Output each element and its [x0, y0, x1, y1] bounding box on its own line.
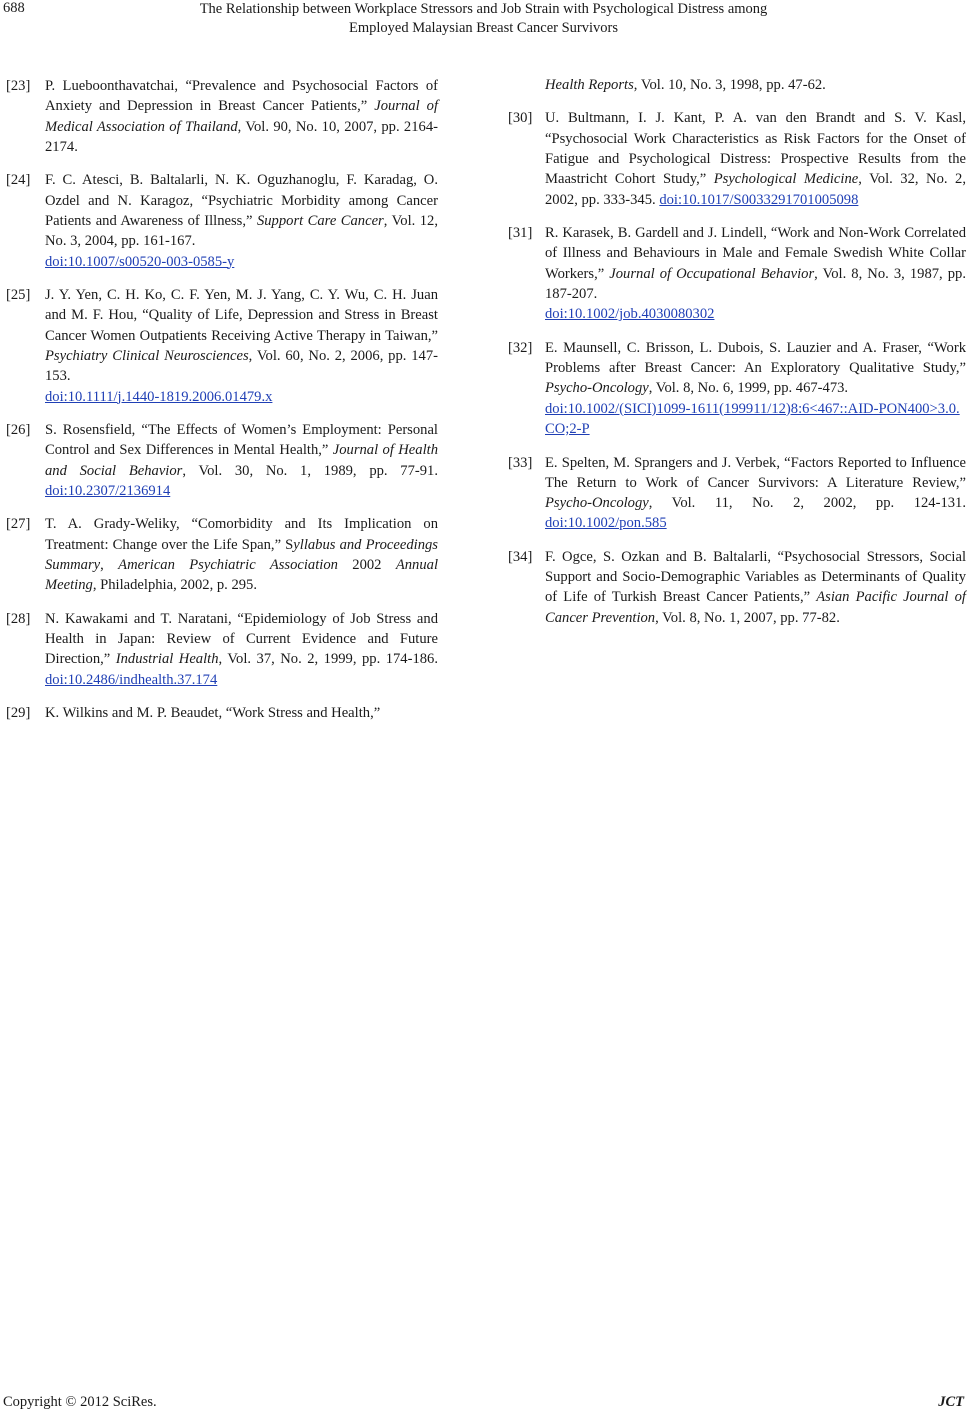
reference-29-continued [508, 75, 966, 95]
reference-number: [26] [6, 422, 31, 439]
copyright-notice: Copyright © 2012 SciRes. [3, 1394, 157, 1410]
association-name: American Psychiatric Association [118, 556, 338, 573]
running-title-line-1: The Relationship between Workplace Stressors and Job Strain with Psychological Distress among [199, 1, 768, 17]
reference-details: , Vol. 30, No. 1, 1989, pp. 77-91. [182, 462, 438, 479]
meeting-name: Annual Meeting [45, 556, 439, 594]
reference-26 [6, 420, 438, 501]
reference-details: , Vol. 37, No. 2, 1999, pp. 174-186. [218, 651, 438, 668]
reference-number: [34] [508, 548, 533, 565]
journal-title: Health Reports [545, 77, 634, 93]
journal-title: Journal of Medical Association of Thailand [45, 98, 438, 135]
reference-23 [6, 76, 438, 157]
reference-details: , Vol. 60, No. 2, 2006, pp. 147-153. [45, 347, 438, 385]
reference-31 [508, 223, 966, 324]
reference-27 [6, 514, 438, 595]
doi-link[interactable]: doi:10.1111/j.1440-1819.2006.01479.x [45, 388, 273, 405]
reference-text: E. Maunsell, C. Brisson, L. Dubois, S. Lauzier and A. Fraser, “Work Problems after Breast Cancer: An Exploratory Qualitative Study,” [545, 339, 966, 377]
reference-number: [23] [6, 78, 31, 94]
reference-33 [508, 453, 966, 534]
reference-number: [25] [6, 287, 31, 304]
reference-text: E. Spelten, M. Sprangers and J. Verbek, “Factors Reported to Influence The Return to Work of Cancer Survivors: A Literature Review,” [545, 454, 966, 491]
reference-text: N. Kawakami and T. Naratani, “Epidemiology of Job Stress and Health in Japan: Review of Current Evidence and Future Direction,” [45, 610, 438, 668]
journal-title: Psychiatry Clinical Neurosciences [45, 347, 249, 364]
reference-text: J. Y. Yen, C. H. Ko, C. F. Yen, M. J. Yang, C. Y. Wu, C. H. Juan and M. F. Hou, “Quality of Life, Depression and Stress in Breast Cancer Women Outpatients Receiving Active Therapy in Taiwan,” [45, 287, 438, 344]
reference-separator: , [100, 556, 119, 573]
reference-30 [508, 108, 966, 209]
reference-details: , Vol. 32, No. 2, 2002, pp. 333-345. [545, 171, 966, 208]
reference-number: [27] [6, 516, 31, 533]
reference-number: [31] [508, 225, 533, 242]
reference-details: , Vol. 90, No. 10, 2007, pp. 2164-2174. [45, 118, 438, 155]
left-column [6, 76, 438, 737]
proceedings-title: yllabus and Proceedings Summary [45, 536, 438, 573]
running-title-line-2: Employed Malaysian Breast Cancer Survivors [349, 19, 618, 36]
reference-25 [6, 285, 438, 407]
reference-text: P. Lueboonthavatchai, “Prevalence and Psychosocial Factors of Anxiety and Depression in Breast Cancer Patients,” [45, 78, 438, 115]
reference-details: , Vol. 8, No. 6, 1999, pp. 467-473. [648, 380, 849, 397]
doi-link[interactable]: doi:10.1017/S0033291701005098 [659, 191, 859, 208]
reference-number: [30] [508, 110, 533, 127]
reference-text: T. A. Grady-Weliky, “Comorbidity and Its Implication on Treatment: Change over the Life Span,” S [45, 516, 438, 553]
reference-32 [508, 338, 966, 439]
reference-28 [6, 609, 438, 690]
reference-text: K. Wilkins and M. P. Beaudet, “Work Stress and Health,” [45, 705, 381, 722]
reference-details: , Vol. 12, No. 3, 2004, pp. 161-167. [45, 212, 438, 250]
reference-24 [6, 170, 438, 271]
reference-details: , Philadelphia, 2002, p. 295. [92, 577, 257, 594]
journal-abbreviation: JCT [938, 1394, 964, 1410]
reference-text: S. Rosensfield, “The Effects of Women’s Employment: Personal Control and Sex Differences in Mental Health,” [45, 422, 438, 459]
reference-year: 2002 [337, 556, 396, 573]
reference-details: , Vol. 8, No. 1, 2007, pp. 77-82. [655, 609, 840, 626]
journal-title: Psycho-Oncology [545, 380, 649, 397]
journal-title: Journal of Health and Social Behavior [45, 442, 438, 479]
page-number: 688 [3, 0, 25, 16]
journal-title: Asian Pacific Journal of Cancer Prevention [545, 589, 966, 626]
journal-title: Industrial Health [115, 651, 219, 668]
reference-text: R. Karasek, B. Gardell and J. Lindell, “Work and Non-Work Correlated of Illness and Behaviours in Male and Female Swedish White Collar Workers,” [545, 225, 966, 282]
reference-text: F. Ogce, S. Ozkan and B. Baltalarli, “Psychosocial Stressors, Social Support and Socio-Demographic Variables as Determinants of Quality of Life of Turkish Breast Cancer Patients,” [545, 548, 966, 606]
journal-title: Support Care Cancer [256, 212, 384, 229]
reference-29 [6, 703, 438, 723]
reference-text: F. C. Atesci, B. Baltalarli, N. K. Oguzhanoglu, F. Karadag, O. Ozdel and N. Karagoz, “Psychiatric Morbidity among Cancer Patients and Awareness of Illness,” [45, 172, 438, 229]
reference-details: , Vol. 10, No. 3, 1998, pp. 47-62. [633, 77, 826, 93]
doi-link[interactable]: doi:10.1007/s00520-003-0585-y [45, 253, 235, 270]
doi-link[interactable]: doi:10.2486/indhealth.37.174 [45, 671, 218, 688]
reference-number: [28] [6, 610, 31, 627]
doi-link[interactable]: doi:10.1002/(SICI)1099-1611(199911/12)8:6<467::AID-PON400>3.0.CO;2-P [545, 400, 960, 438]
reference-details: , Vol. 11, No. 2, 2002, pp. 124-131. [648, 495, 966, 512]
journal-title: Psychological Medicine [713, 171, 859, 188]
reference-number: [29] [6, 705, 31, 722]
reference-34 [508, 547, 966, 628]
reference-number: [24] [6, 172, 31, 189]
doi-link[interactable]: doi:10.1002/pon.585 [545, 515, 667, 532]
running-title [0, 0, 967, 37]
doi-link[interactable]: doi:10.1002/job.4030080302 [545, 306, 715, 323]
reference-text: U. Bultmann, I. J. Kant, P. A. van den Brandt and S. V. Kasl, “Psychosocial Work Characteristics as Risk Factors for the Onset of Fatigue and Psychological Distress: Prospective Results from the Maastricht Cohort Study,” [545, 110, 966, 188]
reference-number: [32] [508, 339, 533, 356]
journal-title: Psycho-Oncology [545, 495, 649, 512]
right-column [508, 75, 966, 641]
journal-title: Journal of Occupational Behavior [609, 265, 815, 282]
reference-number: [33] [508, 454, 533, 471]
reference-details: , Vol. 8, No. 3, 1987, pp. 187-207. [545, 265, 966, 303]
doi-link[interactable]: doi:10.2307/2136914 [45, 482, 171, 499]
